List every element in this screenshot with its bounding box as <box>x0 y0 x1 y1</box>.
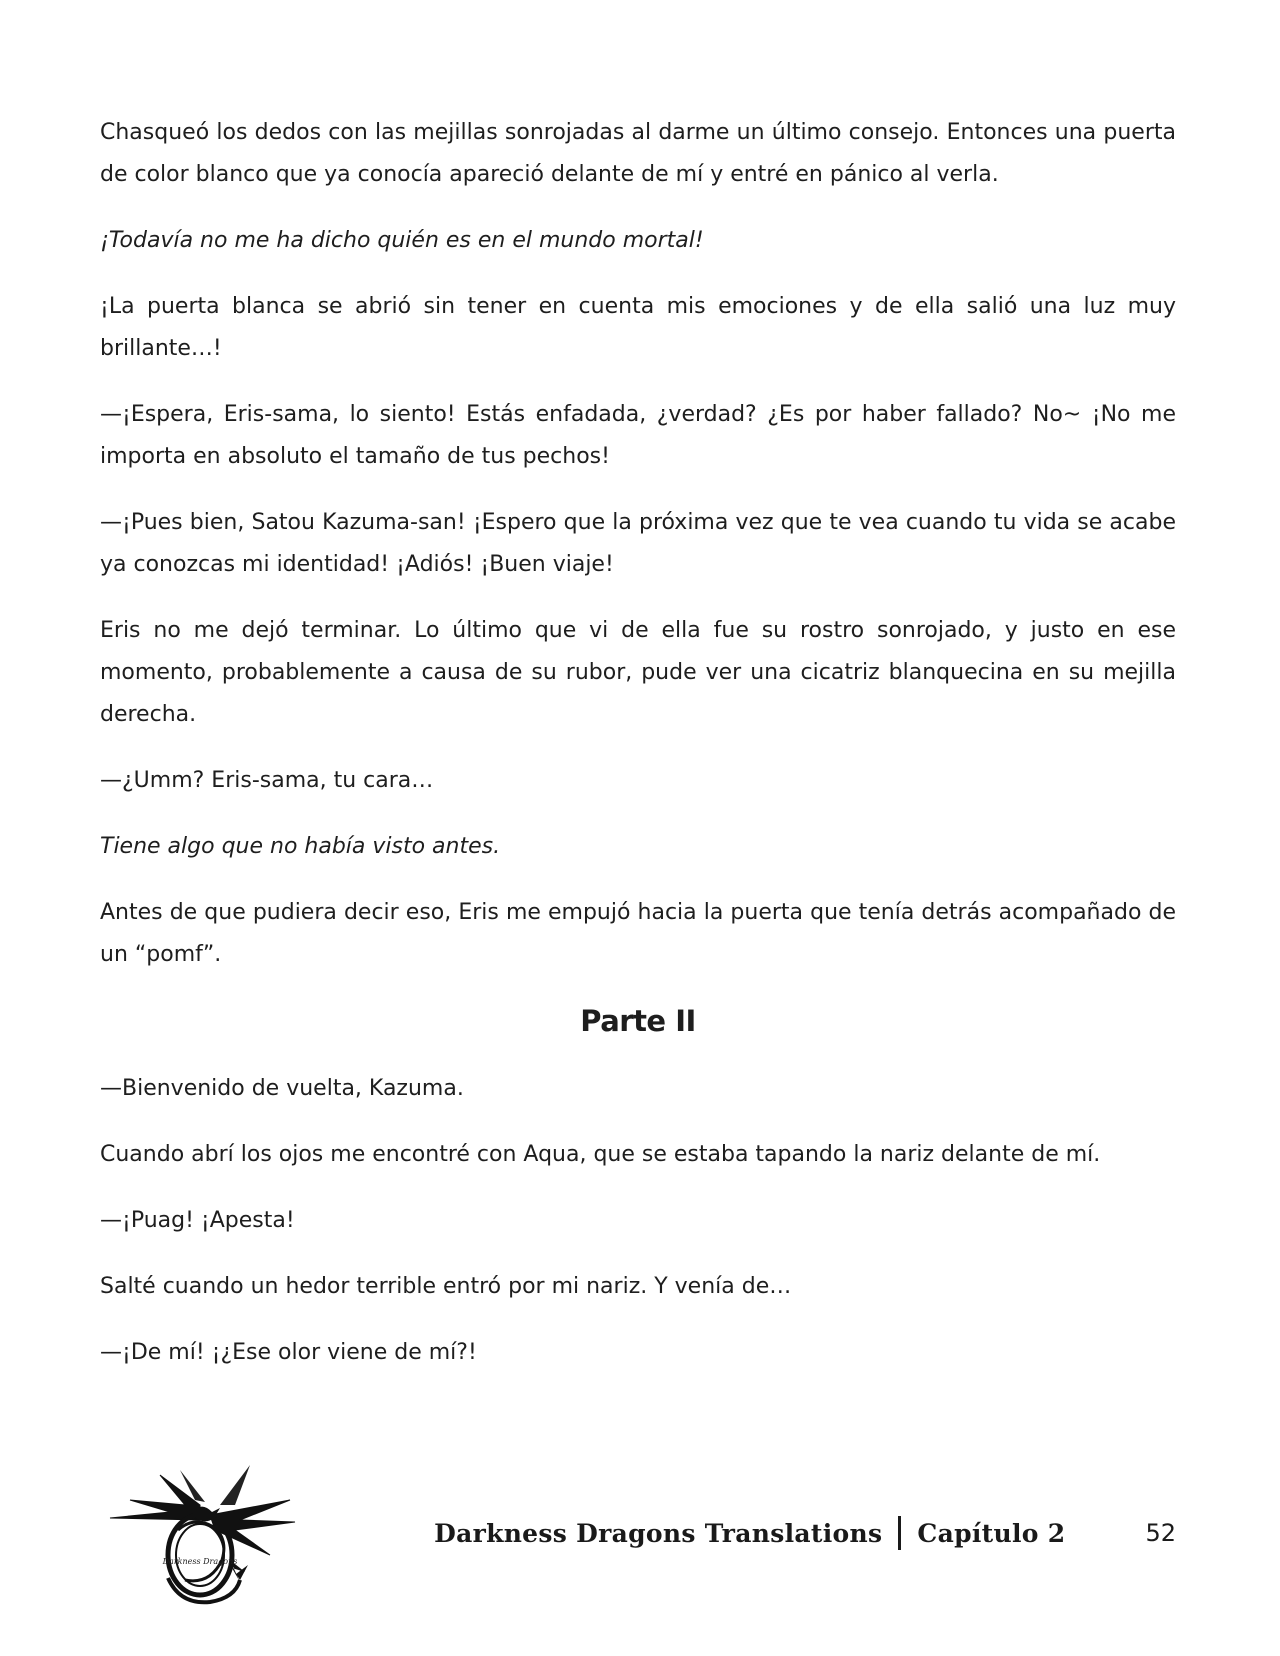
paragraph: ¡La puerta blanca se abrió sin tener en cuenta mis emociones y de ella salió una luz muy brillante…! <box>100 294 1176 361</box>
paragraph: —¡Pues bien, Satou Kazuma-san! ¡Espero que la próxima vez que te vea cuando tu vida se acabe ya conozcas mi identidad! ¡Adiós! ¡Buen viaje! <box>100 510 1176 577</box>
paragraph: —Bienvenido de vuelta, Kazuma. <box>100 1076 464 1101</box>
paragraph: Antes de que pudiera decir eso, Eris me empujó hacia la puerta que tenía detrás acompañado de un “pomf”. <box>100 900 1176 967</box>
logo-text: Darkness Dragons <box>162 1557 238 1566</box>
paragraph: —¡Puag! ¡Apesta! <box>100 1208 295 1233</box>
paragraph-italic: ¡Todavía no me ha dicho quién es en el mundo mortal! <box>100 228 704 253</box>
chapter-label: Capítulo 2 <box>917 1518 1066 1548</box>
paragraph: Salté cuando un hedor terrible entró por mi nariz. Y venía de… <box>100 1274 792 1299</box>
page-number: 52 <box>1145 1519 1176 1547</box>
dragon-logo-icon <box>100 1460 300 1610</box>
paragraph: —¡Espera, Eris-sama, lo siento! Estás enfadada, ¿verdad? ¿Es por haber fallado? No~ ¡No me importa en absoluto el tamaño de tus pechos! <box>100 402 1176 469</box>
page-content <box>100 112 1176 1398</box>
footer-caption <box>434 1510 1176 1556</box>
paragraph: Chasqueó los dedos con las mejillas sonrojadas al darme un último consejo. Entonces una puerta de color blanco que ya conocía apareció delante de mí y entré en pánico al verla. <box>100 120 1176 187</box>
page-footer <box>100 1460 1176 1610</box>
paragraph-italic: Tiene algo que no había visto antes. <box>100 834 501 859</box>
paragraph: —¡De mí! ¡¿Ese olor viene de mí?! <box>100 1340 477 1365</box>
paragraph: Eris no me dejó terminar. Lo último que vi de ella fue su rostro sonrojado, y justo en ese momento, probablemente a causa de su rubor, pude ver una cicatriz blanquecina en su mejilla derecha. <box>100 618 1176 727</box>
paragraph: Cuando abrí los ojos me encontré con Aqua, que se estaba tapando la nariz delante de mí. <box>100 1142 1101 1167</box>
footer-separator <box>898 1516 901 1550</box>
section-heading: Parte II <box>580 1004 696 1038</box>
translator-credit: Darkness Dragons Translations <box>434 1518 883 1548</box>
paragraph: —¿Umm? Eris-sama, tu cara… <box>100 768 434 793</box>
